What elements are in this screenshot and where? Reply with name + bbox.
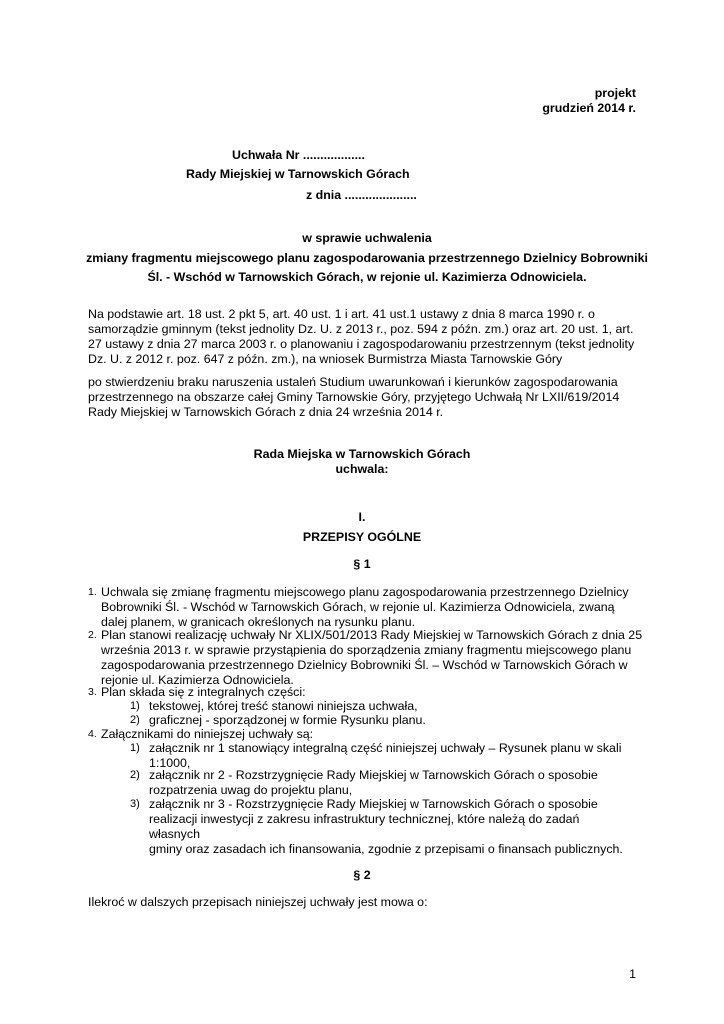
section-2-heading: § 2 [353, 868, 371, 882]
section-1-heading: § 1 [353, 557, 371, 571]
sub-item-text: załącznik nr 2 - Rozstrzygnięcie Rady Miejskiej w Tarnowskich Górach o sposobie rozpatrzenia uwag do projektu planu, [149, 768, 598, 797]
chapter-title: PRZEPISY OGÓLNE [302, 530, 422, 544]
sub-item-number: 3) [130, 798, 140, 810]
page-number: 1 [629, 967, 636, 981]
item-number: 2. [88, 629, 97, 641]
item-number: 4. [88, 728, 97, 740]
item-number: 3. [88, 686, 97, 698]
resolution-date: z dnia ..................... [306, 188, 417, 202]
chapter-number: I. [358, 510, 366, 524]
resolution-number: Uchwała Nr .................. [232, 148, 365, 162]
item-text: Załącznikami do niniejszej uchwały są: [101, 727, 314, 741]
sub-item-number: 2) [130, 769, 140, 781]
sub-item-text: tekstowej, której treść stanowi niniejsza uchwała, [149, 699, 418, 713]
sub-item-number: 2) [130, 714, 140, 726]
study-finding-paragraph: po stwierdzeniu braku naruszenia ustaleń Studium uwarunkowań i kierunków zagospodarowania przestrzennego na obszarze całej Gminy Tarnowskie Góry, przyjętego Uchwałą Nr LXII/619/2014 Rady Miejskiej w Tarnowskich Górach z dnia 24 września 2014 r. [88, 375, 620, 419]
enacting-verb: uchwala: [335, 462, 389, 476]
item-number: 1. [88, 586, 97, 598]
sub-item-text: załącznik nr 3 - Rozstrzygnięcie Rady Miejskiej w Tarnowskich Górach o sposobie realizacji inwestycji z zakresu infrastruktury technicznej, które należą do zadań własnych gminy oraz zasadach ich finansowania, zgodnie z przepisami o finansach publicznych. [149, 797, 623, 856]
draft-date: grudzień 2014 r. [542, 101, 636, 115]
sub-item-text: załącznik nr 1 stanowiący integralną część niniejszej uchwały – Rysunek planu w skali 1:1000, [149, 741, 622, 770]
subject-line-3: Śl. - Wschód w Tarnowskich Górach, w rejonie ul. Kazimierza Odnowiciela. [147, 270, 587, 284]
sub-item-number: 1) [130, 742, 140, 754]
council-name: Rady Miejskiej w Tarnowskich Górach [186, 167, 410, 181]
draft-label: projekt [594, 86, 636, 100]
subject-line-2: zmiany fragmentu miejscowego planu zagospodarowania przestrzennego Dzielnicy Bobrowniki [86, 251, 648, 265]
item-text: Plan stanowi realizację uchwały Nr XLIX/501/2013 Rady Miejskiej w Tarnowskich Górach z dnia 25 września 2013 r. w sprawie przystąpienia do sporządzenia zmiany fragmentu miejscowego planu zagospodarowania przestrzennego Dzielnicy Bobrowniki Śl. – Wschód w Tarnowskich Górach w rejonie ul. Kazimierza Odnowiciela. [101, 628, 643, 687]
sub-item-number: 1) [130, 700, 140, 712]
sub-item-text: graficznej - sporządzonej w formie Rysunku planu. [149, 713, 426, 727]
item-text: Plan składa się z integralnych części: [101, 685, 306, 699]
legal-basis-paragraph: Na podstawie art. 18 ust. 2 pkt 5, art. 40 ust. 1 i art. 41 ust.1 ustawy z dnia 8 marca 1990 r. o samorządzie gminnym (tekst jednolity Dz. U. z 2013 r., poz. 594 z późn. zm.) oraz art. 20 ust. 1, art. 27 ustawy z dnia 27 marca 2003 r. o planowaniu i zagospodarowaniu przestrzennym (tekst jednolity Dz. U. z 2012 r. poz. 647 z późn. zm.), na wniosek Burmistrza Miasta Tarnowskie Góry [88, 307, 635, 366]
item-text: Uchwala się zmianę fragmentu miejscowego planu zagospodarowania przestrzennego Dzielnicy Bobrowniki Śl. - Wschód w Tarnowskich Górach, w rejonie ul. Kazimierza Odnowiciela, zwaną dalej planem, w granicach określonych na rysunku planu. [101, 585, 629, 629]
subject-line-1: w sprawie uchwalenia [302, 231, 432, 245]
section-2-intro: Ilekroć w dalszych przepisach niniejszej uchwały jest mowa o: [88, 895, 428, 909]
enacting-body: Rada Miejska w Tarnowskich Górach [253, 447, 471, 461]
